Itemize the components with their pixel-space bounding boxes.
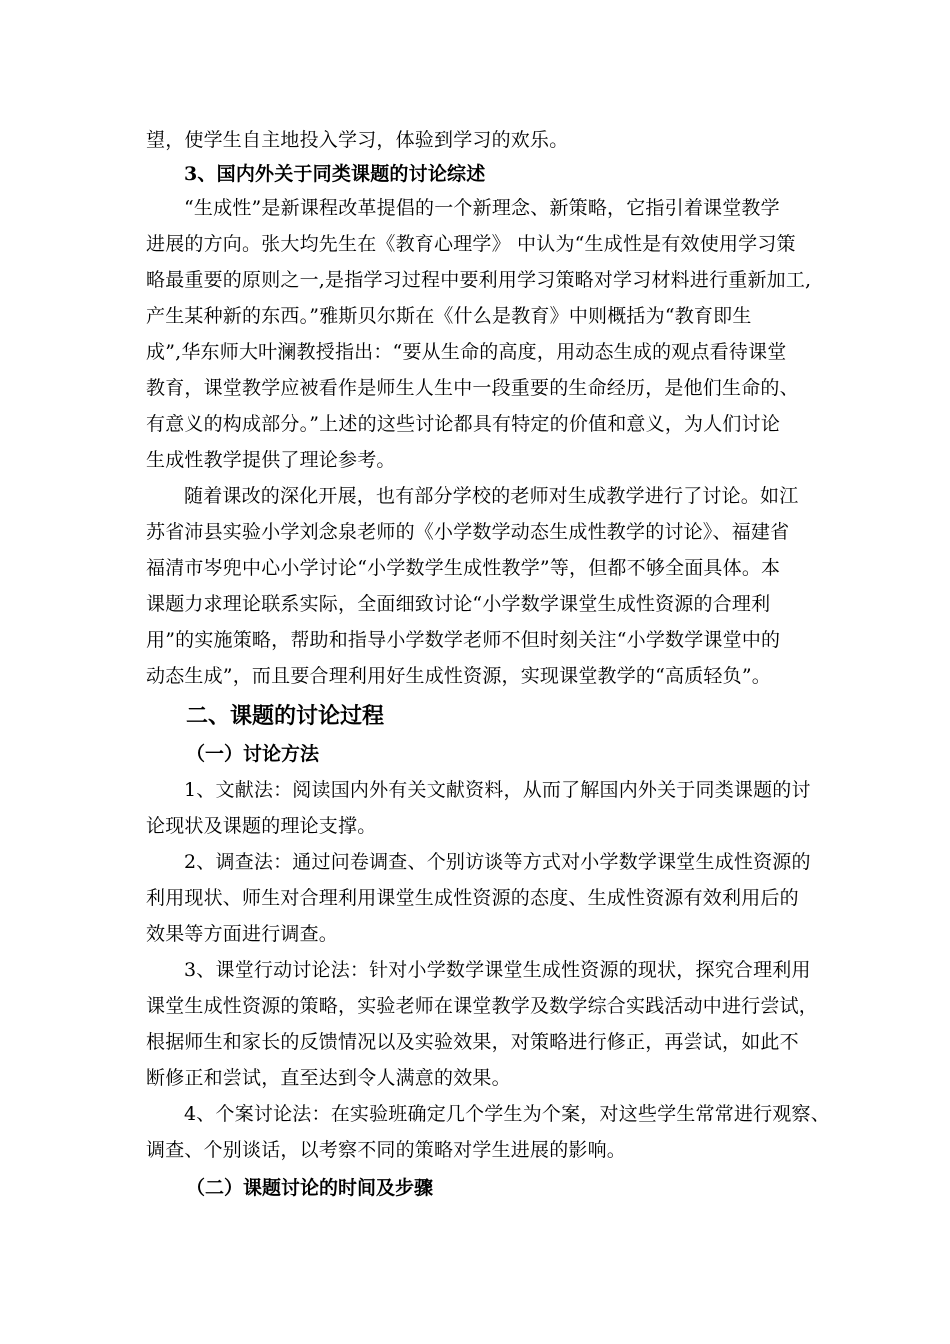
paragraph-line: 成”,华东师大叶澜教授指出：“要从生命的高度，用动态生成的观点看待课堂 [146,341,787,363]
paragraph-line: 2、调查法：通过问卷调查、个别访谈等方式对小学数学课堂生成性资源的 [184,851,811,873]
paragraph-line: 课堂生成性资源的策略，实验老师在课堂教学及数学综合实践活动中进行尝试， [146,995,819,1017]
paragraph-line: 论现状及课题的理论支撑。 [146,815,377,837]
paragraph-line: “生成性”是新课程改革提倡的一个新理念、新策略，它指引着课堂教学 [184,197,780,219]
chapter-heading: 二、课题的讨论过程 [186,703,385,729]
paragraph-line: 进展的方向。张大均先生在《教育心理学》 中认为“生成性是有效使用学习策 [146,233,796,255]
paragraph-line: 苏省沛县实验小学刘念泉老师的《小学数学动态生成性教学的讨论》、福建省 [146,521,790,543]
paragraph-line: 1、文献法：阅读国内外有关文献资料，从而了解国内外关于同类课题的讨 [184,779,811,801]
paragraph-line: 调查、个别谈话，以考察不同的策略对学生进展的影响。 [146,1139,627,1161]
section-heading: 3、国内外关于同类课题的讨论综述 [184,163,486,185]
paragraph-line: 生成性教学提供了理论参考。 [146,449,396,471]
paragraph-line: 断修正和尝试，直至达到令人满意的效果。 [146,1067,511,1089]
paragraph-line: 福清市岑兜中心小学讨论“小学数学生成性教学”等，但都不够全面具体。本 [146,557,781,579]
paragraph-line: 动态生成”，而且要合理利用好生成性资源，实现课堂教学的“高质轻负”。 [146,665,771,687]
paragraph-line: 4、个案讨论法：在实验班确定几个学生为个案，对这些学生常常进行观察、 [184,1103,830,1125]
paragraph-line: 有意义的构成部分。”上述的这些讨论都具有特定的价值和意义，为人们讨论 [146,413,781,435]
paragraph-line: 效果等方面进行调查。 [146,923,339,945]
paragraph-line: 产生某种新的东西。”雅斯贝尔斯在《什么是教育》中则概括为“教育即生 [146,305,752,327]
paragraph-line: 3、课堂行动讨论法：针对小学数学课堂生成性资源的现状，探究合理利用 [184,959,811,981]
paragraph-line: 随着课改的深化开展，也有部分学校的老师对生成教学进行了讨论。如江 [184,485,799,507]
paragraph-line: 利用现状、师生对合理利用课堂生成性资源的态度、生成性资源有效利用后的 [146,887,799,909]
subsection-heading: （一）讨论方法 [186,743,320,765]
paragraph-line: 略最重要的原则之一,是指学习过程中要利用学习策略对学习材料进行重新加工, [146,269,812,291]
paragraph-line: 课题力求理论联系实际，全面细致讨论“小学数学课堂生成性资源的合理利 [146,593,771,615]
subsection-heading: （二）课题讨论的时间及步骤 [186,1177,434,1199]
paragraph-line: 用”的实施策略，帮助和指导小学数学老师不但时刻关注“小学数学课堂中的 [146,629,781,651]
paragraph-line: 教育，课堂教学应被看作是师生人生中一段重要的生命经历，是他们生命的、 [146,377,799,399]
paragraph-line: 根据师生和家长的反馈情况以及实验效果，对策略进行修正，再尝试，如此不 [146,1031,799,1053]
paragraph-line: 望，使学生自主地投入学习，体验到学习的欢乐。 [146,129,569,151]
